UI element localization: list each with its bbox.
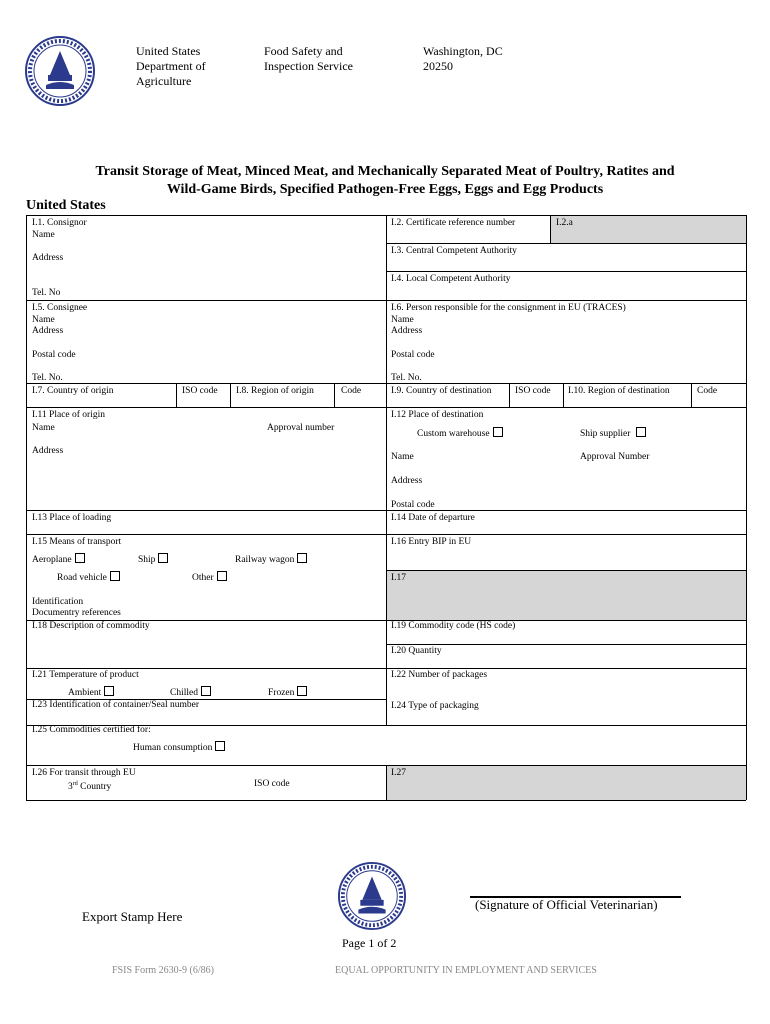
third-country-word: Country bbox=[77, 782, 112, 793]
consignee-postal-label: Postal code bbox=[32, 350, 76, 360]
num-packages-label: I.22 Number of packages bbox=[391, 670, 488, 680]
checkbox-icon[interactable] bbox=[110, 571, 120, 581]
doc-refs-label: Documentry references bbox=[32, 608, 121, 618]
aeroplane-label: Aeroplane bbox=[32, 555, 72, 565]
chilled-option[interactable] bbox=[170, 686, 211, 699]
usda-seal-icon bbox=[24, 35, 96, 107]
agency-address bbox=[423, 44, 503, 74]
third-country-suffix: rd bbox=[72, 781, 78, 787]
i27-cell bbox=[386, 765, 746, 800]
identification-label: Identification bbox=[32, 597, 84, 607]
checkbox-icon[interactable] bbox=[493, 427, 503, 437]
consignor-tel-label: Tel. No bbox=[32, 288, 61, 298]
temperature-label: I.21 Temperature of product bbox=[32, 670, 139, 680]
country-origin-label: I.7. Country of origin bbox=[32, 386, 114, 396]
cert-ref-a-cell bbox=[550, 215, 746, 243]
service-line-1: Food Safety and bbox=[264, 44, 343, 58]
quantity-label: I.20 Quantity bbox=[391, 646, 442, 656]
place-origin-address-label: Address bbox=[32, 446, 64, 456]
service-name bbox=[264, 44, 353, 74]
other-option[interactable] bbox=[192, 571, 227, 584]
cert-ref-a-label: I.2.a bbox=[556, 218, 573, 228]
checkbox-icon[interactable] bbox=[297, 686, 307, 696]
description-label: I.18 Description of commodity bbox=[32, 621, 150, 631]
region-origin-label: I.8. Region of origin bbox=[236, 386, 314, 396]
ambient-option[interactable] bbox=[68, 686, 114, 699]
consignee-name-label: Name bbox=[32, 315, 55, 325]
date-departure-label: I.14 Date of departure bbox=[391, 513, 475, 523]
other-label: Other bbox=[192, 573, 214, 583]
agency-name bbox=[136, 44, 206, 89]
custom-warehouse-label: Custom warehouse bbox=[417, 429, 490, 439]
checkbox-icon[interactable] bbox=[636, 427, 646, 437]
i27-label: I.27 bbox=[391, 768, 407, 778]
service-line-2: Inspection Service bbox=[264, 59, 353, 73]
dest-approval-number-label: Approval Number bbox=[580, 452, 650, 462]
zip-line: 20250 bbox=[423, 59, 453, 73]
code-dest-label: Code bbox=[697, 386, 718, 396]
place-dest-postal-label: Postal code bbox=[391, 500, 435, 510]
iso-code-dest-label: ISO code bbox=[515, 386, 551, 396]
ship-option[interactable] bbox=[138, 553, 168, 566]
certified-for-label: I.25 Commodities certified for: bbox=[32, 725, 151, 735]
checkbox-icon[interactable] bbox=[215, 741, 225, 751]
means-transport-label: I.15 Means of transport bbox=[32, 537, 122, 547]
responsible-label: I.6. Person responsible for the consignment in EU (TRACES) bbox=[391, 303, 626, 313]
agency-line-2: Department of bbox=[136, 59, 206, 73]
place-loading-label: I.13 Place of loading bbox=[32, 513, 112, 523]
form-number: FSIS Form 2630-9 (6/86) bbox=[112, 965, 214, 976]
usda-seal-icon bbox=[337, 861, 407, 931]
country-dest-label: I.9. Country of destination bbox=[391, 386, 492, 396]
approval-number-label: Approval number bbox=[267, 423, 335, 433]
checkbox-icon[interactable] bbox=[201, 686, 211, 696]
aeroplane-option[interactable] bbox=[32, 553, 85, 566]
road-label: Road vehicle bbox=[57, 573, 107, 583]
responsible-tel-label: Tel. No. bbox=[391, 373, 422, 383]
human-consumption-option[interactable] bbox=[133, 741, 225, 754]
cert-ref-label: I.2. Certificate reference number bbox=[391, 218, 516, 228]
transit-eu-label: I.26 For transit through EU bbox=[32, 768, 136, 778]
ambient-label: Ambient bbox=[68, 688, 102, 698]
entry-bip-label: I.16 Entry BIP in EU bbox=[391, 537, 472, 547]
code-origin-label: Code bbox=[341, 386, 362, 396]
signature-label: (Signature of Official Veterinarian) bbox=[475, 897, 658, 912]
consignee-label: I.5. Consignee bbox=[32, 303, 88, 313]
iso-code-origin-label: ISO code bbox=[182, 386, 218, 396]
checkbox-icon[interactable] bbox=[217, 571, 227, 581]
checkbox-icon[interactable] bbox=[75, 553, 85, 563]
equal-opportunity-statement: EQUAL OPPORTUNITY IN EMPLOYMENT AND SERVICES bbox=[335, 965, 597, 976]
page-number: Page 1 of 2 bbox=[342, 936, 397, 950]
responsible-address-label: Address bbox=[391, 326, 423, 336]
ship-supplier-label: Ship supplier bbox=[580, 429, 631, 439]
i17-cell bbox=[386, 570, 746, 620]
i17-label: I.17 bbox=[391, 573, 407, 583]
local-authority-label: I.4. Local Competent Authority bbox=[391, 274, 511, 284]
central-authority-label: I.3. Central Competent Authority bbox=[391, 246, 517, 256]
commodity-code-label: I.19 Commodity code (HS code) bbox=[391, 621, 516, 631]
human-consumption-label: Human consumption bbox=[133, 743, 213, 753]
railway-option[interactable] bbox=[235, 553, 307, 566]
road-option[interactable] bbox=[57, 571, 120, 584]
packaging-type-label: I.24 Type of packaging bbox=[391, 701, 479, 711]
place-origin-label: I.11 Place of origin bbox=[32, 410, 105, 420]
region-dest-label: I.10. Region of destination bbox=[568, 386, 670, 396]
third-country-number: 3 bbox=[68, 782, 73, 793]
frozen-label: Frozen bbox=[268, 688, 295, 698]
frozen-option[interactable] bbox=[268, 686, 307, 699]
consignor-name-label: Name bbox=[32, 230, 55, 240]
responsible-postal-label: Postal code bbox=[391, 350, 435, 360]
consignor-address-label: Address bbox=[32, 253, 64, 263]
place-origin-name-label: Name bbox=[32, 423, 55, 433]
consignee-address-label: Address bbox=[32, 326, 64, 336]
country-heading: United States bbox=[26, 198, 106, 213]
agency-line-3: Agriculture bbox=[136, 74, 192, 88]
custom-warehouse-option[interactable] bbox=[417, 427, 503, 440]
iso-code-transit-label: ISO code bbox=[254, 779, 290, 789]
form-title-line-1: Transit Storage of Meat, Minced Meat, and Mechanically Separated Meat of Poultry, Ratites and bbox=[95, 164, 675, 179]
consignee-tel-label: Tel. No. bbox=[32, 373, 63, 383]
city-line: Washington, DC bbox=[423, 44, 503, 58]
place-dest-name-label: Name bbox=[391, 452, 414, 462]
place-dest-label: I.12 Place of destination bbox=[391, 410, 484, 420]
checkbox-icon[interactable] bbox=[297, 553, 307, 563]
checkbox-icon[interactable] bbox=[104, 686, 114, 696]
place-dest-address-label: Address bbox=[391, 476, 423, 486]
third-country-label bbox=[68, 779, 111, 793]
container-id-label: I.23 Identification of container/Seal number bbox=[32, 700, 199, 710]
ship-supplier-option[interactable] bbox=[580, 427, 646, 440]
chilled-label: Chilled bbox=[170, 688, 198, 698]
ship-label: Ship bbox=[138, 555, 156, 565]
checkbox-icon[interactable] bbox=[158, 553, 168, 563]
form-title-line-2: Wild-Game Birds, Specified Pathogen-Free Eggs, Eggs and Egg Products bbox=[166, 182, 604, 197]
agency-line-1: United States bbox=[136, 44, 201, 58]
responsible-name-label: Name bbox=[391, 315, 414, 325]
export-stamp-label: Export Stamp Here bbox=[82, 909, 183, 924]
consignor-label: I.1. Consignor bbox=[32, 218, 87, 228]
railway-label: Railway wagon bbox=[235, 555, 295, 565]
